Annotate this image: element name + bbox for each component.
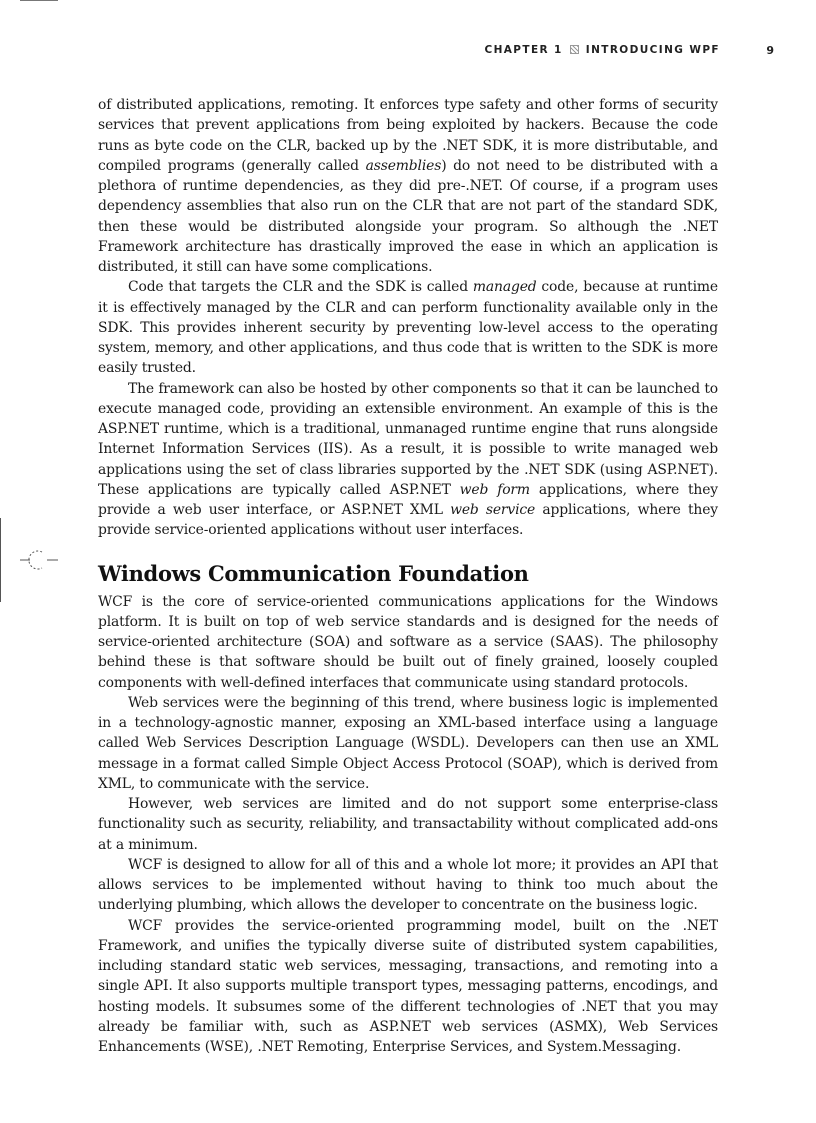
chapter-label: CHAPTER 1 (484, 44, 563, 56)
body-paragraph: WCF is the core of service-oriented communications applications for the Windows platform. It is built on top of web service standards and is designed for the needs of service-oriented architecture (SOA) and software as a service (SAAS). The philosophy behind these is that software should be built out of finely grained, loosely coupled components with well-defined interfaces that communicate using standard protocols. (98, 593, 718, 691)
body-paragraph: WCF provides the service-oriented programming model, built on the .NET Framework, and unifies the typically diverse suite of distributed system capabilities, including standard static web services, messaging, transactions, and remoting into a single API. It also supports multiple transport types, messaging patterns, encodings, and hosting models. It subsumes some of the different technologies of .NET that you may already be familiar with, such as ASP.NET web services (ASMX), Web Services Enhancements (WSE), .NET Remoting, Enterprise Services, and System.Messaging. (98, 917, 718, 1055)
crop-mark-top (20, 0, 58, 1)
body-paragraph: Web services were the beginning of this trend, where business logic is implemented in a technology-agnostic manner, exposing an XML-based interface using a language called Web Services Description Language (WSDL). Developers can then use an XML message in a format called Simple Object Access Protocol (SOAP), which is derived from XML, to communicate with the service. (98, 694, 718, 792)
body-paragraph: However, web services are limited and do not support some enterprise-class functionality such as security, reliability, and transactability without complicated add-ons at a minimum. (98, 796, 718, 853)
section-heading: Windows Communication Foundation (98, 560, 529, 586)
body-paragraph: Code that targets the CLR and the SDK is called managed code, because at runtime it is effectively managed by the CLR and can perform functionality available only in the SDK. This provides inherent security by preventing low-level access to the operating system, memory, and other applications, and thus code that is written to the SDK is more easily trusted. (98, 279, 718, 377)
page-number: 9 (766, 44, 774, 57)
body-paragraph: The framework can also be hosted by other components so that it can be launched to execute managed code, providing an extensible environment. An example of this is the ASP.NET runtime, which is a traditional, unmanaged runtime engine that runs alongside Internet Information Services (IIS). As a result, it is possible to write managed web applications using the set of class libraries supported by the .NET SDK (using ASP.NET). These applications are typically called ASP.NET web form applications, where they provide a web user interface, or ASP.NET XML web service applications, where they provide service-oriented applications without user interfaces. (98, 380, 718, 539)
page-body (98, 95, 718, 1057)
running-head-title (484, 44, 720, 56)
separator-square-icon (570, 45, 579, 54)
chapter-title: INTRODUCING WPF (585, 44, 720, 56)
registration-mark-icon (0, 518, 80, 602)
body-paragraph: WCF is designed to allow for all of this and a whole lot more; it provides an API that allows services to be implemented without having to think too much about the underlying plumbing, which allows the developer to concentrate on the business logic. (98, 856, 718, 914)
running-head (0, 44, 816, 60)
body-paragraph: of distributed applications, remoting. It enforces type safety and other forms of security services that prevent applications from being exploited by hackers. Because the code runs as byte code on the CLR, backed up by the .NET SDK, it is more distributable, and compiled programs (generally called assemblies) do not need to be distributed with a plethora of runtime dependencies, as they did pre-.NET. Of course, if a program uses dependency assemblies that also run on the CLR that are not part of the standard SDK, then these would be distributed alongside your program. So although the .NET Framework architecture has drastically improved the ease in which an application is distributed, it still can have some complications. (98, 97, 718, 275)
